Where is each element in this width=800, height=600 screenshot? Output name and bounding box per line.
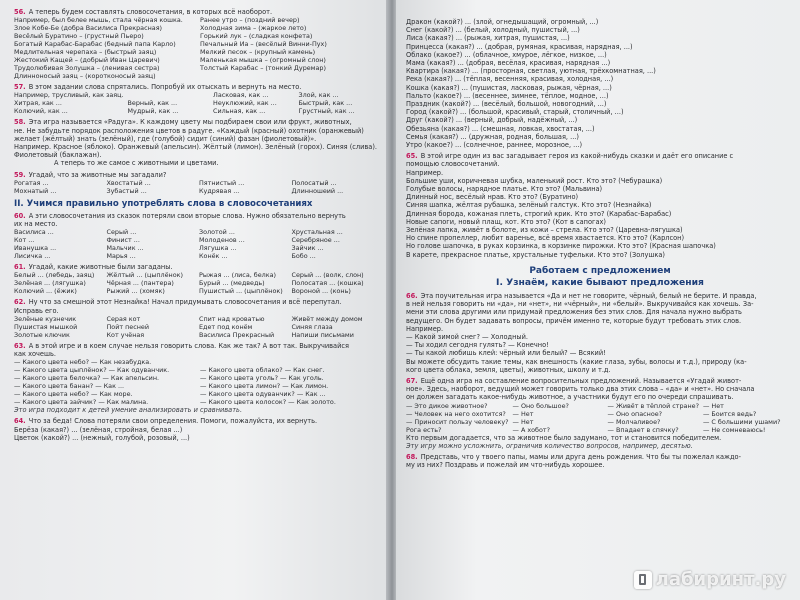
exercise-57-cell: Злой, как ...: [298, 91, 339, 100]
exercise-66-line: мени эти слова другими или придумай предложения без этих слов. Для начала нужно выбрать: [406, 308, 742, 317]
exercise-63-cell: [200, 358, 380, 366]
section-ii-heading: II. Учимся правильно употреблять слова в словосочетаниях: [14, 198, 313, 209]
exercise-56-right: Печальный Иа – (весёлый Винни-Пух): [200, 40, 327, 49]
attribute-list-item: Праздник (какой?) ... (весёлый, большой, новогодний, ...): [406, 100, 607, 109]
chapter-heading: Работаем с предложением: [529, 265, 671, 276]
attribute-list-item: Город (какой?) ... (большой, красивый, старый, столичный, ...): [406, 108, 624, 117]
exercise-67-cell: — Приносит пользу человеку?: [406, 417, 509, 426]
exercise-60-cell: Лягушка ...: [199, 244, 237, 253]
exercise-56-right: Мелкий песок – (крупный камень): [200, 48, 316, 57]
exercise-63-cell: — Какого цвета белочка? — Как апельсин.: [14, 374, 160, 383]
exercise-60-cell: Кот ...: [14, 236, 35, 245]
exercise-56-left: Жестокий Кащей – (добрый Иван Царевич): [14, 56, 160, 65]
attribute-list-item: Снег (какой?) ... (белый, холодный, пушистый, ...): [406, 26, 580, 35]
exercise-62-cell: Напиши письмами: [291, 330, 354, 339]
exercise-64-line: Берёза (какая?) ... (зелёная, стройная, белая ...): [14, 425, 183, 434]
exercise-60-cell: Бобо ...: [291, 252, 316, 261]
exercise-65-line: Длинный нос, весёлый нрав. Кто это? (Буратино): [406, 193, 579, 202]
exercise-66-line: ведущего. Он будет задавать вопросы, причём именно те, которые будут требовать этих слов.: [406, 316, 742, 325]
exercise-67-cell: Рога есть?: [406, 425, 442, 434]
exercise-66-dialog: — Какой зимой снег? — Холодный.: [406, 332, 528, 341]
exercise-57-grid: [14, 91, 380, 115]
exercise-59-cell: Рогатая ...: [14, 178, 49, 187]
exercise-65-line: Длинная борода, кожаная плеть, строгий крик. Кто это? (Карабас-Барабас): [406, 209, 672, 218]
left-page: [0, 0, 388, 600]
exercise-66-tail: Вы можете обсудить такие темы, как внешность (какие глаза, зубы, волосы и т.д.), природу (ка-: [406, 357, 747, 366]
exercise-66-line: в ней нельзя говорить ни «да», ни «нет», ни «чёрный», ни «белый». Выкручивайся как хочешь. За-: [406, 300, 754, 309]
exercise-61-cell: Рыжая ... (лиса, белка): [199, 271, 277, 280]
exercise-60-cell: Зайчик ...: [291, 244, 324, 253]
exercise-67-cell: — С большими ушами?: [702, 417, 781, 426]
exercise-67-cell: — Не сомневаюсь!: [702, 425, 766, 434]
right-page-content: [406, 18, 794, 469]
exercise-63-cell: — Какого цвета небо? — Как море.: [14, 390, 133, 399]
exercise-62-cell: Синяя глаза: [291, 322, 333, 331]
attribute-list-item: Лиса (какая?) ... (рыжая, хитрая, пушистая, ...): [406, 34, 570, 43]
exercise-60-cell: Василиса ...: [14, 228, 54, 237]
exercise-58-line: Например. Красное (яблоко). Оранжевый (апельсин). Жёлтый (лимон). Зелёный (горох). Синяя (слива).: [14, 143, 378, 152]
exercise-60-cell: Финист ...: [106, 236, 140, 245]
exercise-67-line: он должен загадать какое-нибудь животное, а участники будут его по очереди спрашивать.: [406, 393, 734, 402]
attribute-list-item: Дракон (какой?) ... (злой, огнедышащий, огромный, ...): [406, 18, 599, 26]
attribute-list-item: Облако (какое?) ... (облачное, хмурое, лёгкое, низкое, ...): [406, 50, 607, 59]
exercise-58-after: А теперь то же самое с животными и цветами.: [54, 159, 219, 168]
exercise-56-right: Горький лук – (сладкая конфета): [200, 32, 313, 41]
exercise-57-cell: Хитрая, как ...: [14, 99, 62, 108]
watermark-text: лабиринт.ру: [655, 569, 786, 590]
exercise-63-intro2: как хочешь.: [14, 350, 57, 359]
exercise-60-cell: Серый ...: [106, 228, 137, 237]
exercise-63-cell: — Какого цвета облако? — Как снег.: [200, 366, 325, 375]
exercise-56-left: Медлительная черепаха – (быстрый заяц): [14, 48, 157, 57]
exercise-60-cell: Мальчик ...: [106, 244, 144, 253]
exercise-60-cell: Лисичка ...: [14, 252, 51, 261]
exercise-56-right: Холодная зима – (жаркое лето): [200, 24, 307, 33]
exercise-65-line: Голубые волосы, нарядное платье. Кто это? (Мальвина): [406, 185, 603, 194]
exercise-65-line: Новые сапоги, новый плащ, кот. Кто это? (Кот в сапогах): [406, 217, 606, 226]
attribute-list-item: Друг (какой?) ... (верный, добрый, надёжный, ...): [406, 116, 578, 125]
exercise-65-intro: 65. В этой игре один из вас загадывает героя из какой-нибудь сказки и даёт его описание с: [406, 152, 734, 161]
exercise-56-right: Толстый Карабас – (тонкий Дуремар): [200, 64, 326, 73]
attribute-list-item: Обезьяна (какая?) ... (смешная, ловкая, хвостатая, ...): [406, 124, 595, 133]
exercise-62-cell: Серая кот: [106, 314, 141, 323]
exercise-60-cell: Золотой ...: [199, 228, 235, 237]
exercise-63-intro: 63. А в этой игре и в коем случае нельзя говорить слова. Как же так? А вот так. Выкручивайся: [14, 341, 349, 350]
exercise-59-intro: 59. Угадай, что за животные мы загадали?: [14, 170, 167, 179]
exercise-63-note: Это игра подходит к детей умение анализировать и сравнивать.: [14, 406, 243, 415]
exercise-60-grid: [14, 228, 380, 260]
exercise-61-cell: Вороной ... (конь): [291, 287, 351, 296]
exercise-56-intro: 56. А теперь будем составлять словосочетания, в которых всё наоборот.: [14, 8, 273, 16]
exercise-60-cell: Иванушка ...: [14, 244, 57, 253]
exercise-60-cell: Конёк ...: [199, 252, 228, 261]
exercise-57-cell: Неуклюжий, как ...: [213, 99, 277, 108]
exercise-61-cell: Пушистый ... (цыплёнок): [199, 287, 283, 296]
exercise-67-cell: — Оно большое?: [512, 401, 569, 410]
exercise-57-cell: Колючий, как ...: [14, 107, 68, 116]
exercise-56-left: Длинноносый заяц – (коротконосый заяц): [14, 72, 156, 81]
exercise-66-label: Например.: [406, 324, 444, 333]
exercise-61-cell: Зелёная ... (лягушка): [14, 279, 86, 288]
exercise-62-cell: Золотые ключик: [14, 330, 70, 339]
exercise-57-intro: 57. В этом задании слова спрятались. Попробуй их отыскать и вернуть на место.: [14, 83, 302, 92]
exercise-57-cell: Грустный, как ...: [298, 107, 355, 116]
exercise-60-cell: Марья ...: [106, 252, 136, 261]
exercise-61-cell: Полосатая ... (кошка): [291, 279, 364, 288]
exercise-60-cell: Молоденов ...: [199, 236, 245, 245]
exercise-67-cell: — Живёт в тёплой стране?: [607, 401, 699, 410]
exercise-61-cell: Колючий ... (ёжик): [14, 287, 77, 296]
exercise-63-cell: — Какого цвета одуванчик? — Как ...: [200, 390, 326, 399]
exercise-57-cell: Верный, как ...: [127, 99, 178, 108]
attribute-list-item: Река (какая?) ... (тёплая, весенняя, красивая, холодная, ...): [406, 75, 614, 84]
book-icon: [634, 571, 652, 589]
exercise-58-line: желает (жёлтый) знать (зелёный), где (голубой) сидит (синий) фазан (фиолетовый)».: [14, 134, 317, 143]
exercise-56-right: Маленькая мышка – (огромный слон): [200, 56, 326, 65]
exercise-60-cell: Хрустальная ...: [291, 228, 343, 237]
exercise-61-cell: Жёлтый ... (цыплёнок): [106, 271, 184, 280]
exercise-56-left: Трудолюбивая Золушка – (ленивая сестра): [14, 64, 160, 73]
exercise-56-left: Злое Кобе-Бе (добра Василиса Прекрасная): [14, 24, 163, 33]
exercise-68-line: 68. Представь, что у твоего папы, мамы или друга день рождения. Что бы ты пожелал каждо-: [406, 452, 741, 461]
exercise-65-label: Например.: [406, 168, 444, 177]
exercise-65-intro2: помощью словосочетаний.: [406, 160, 500, 169]
exercise-57-cell: Мудрый, как ...: [127, 107, 179, 116]
exercise-59-cell: Хвостатый ...: [106, 178, 151, 187]
exercise-61-cell: Чёрная ... (пантера): [106, 279, 174, 288]
exercise-65-line: В карете, прекрасное платье, хрустальные туфельки. Кто это? (Золушка): [406, 250, 665, 259]
exercise-65-line: Зелёная лапка, живёт в болоте, из кожи – стрела. Кто это? (Царевна-лягушка): [406, 226, 683, 235]
attribute-list-item: Семья (какая?) ... (дружная, родная, большая, ...): [406, 132, 579, 141]
attribute-list-item: Мама (какая?) ... (добрая, весёлая, красивая, нарядная ...): [406, 59, 611, 68]
exercise-68-line: му из них? Поздравь и пожелай им что-нибудь хорошее.: [406, 461, 605, 470]
exercise-65-line: Но голове шапочка, в руках корзинка, в корзинке пирожки. Кто это? (Красная шапочка): [406, 242, 716, 251]
exercise-56-left: Весёлый Буратино – (грустный Пьеро): [14, 32, 144, 41]
exercise-60-intro: 60. А эти словосочетания из сказок потеряли свои вторые слова. Нужно обязательно вернуть: [14, 211, 346, 220]
exercise-58-line: 58. Эта игра называется «Радуга». К каждому цвету мы подбираем свои или фрукт, животных,: [14, 118, 352, 127]
exercise-62-cell: Спит над кроватью: [199, 314, 265, 323]
exercise-62-cell: Пушистая мышкой: [14, 322, 78, 331]
exercise-62-cell: Пойт песней: [106, 322, 150, 331]
exercise-62-cell: Кот учёная: [106, 330, 145, 339]
section-i-heading: I. Узнаём, какие бывают предложения: [496, 276, 704, 288]
exercise-62-intro2: Исправь его.: [14, 306, 59, 315]
attribute-list-item: Кошка (какая?) ... (пушистая, ласковая, рыжая, чёрная, ...): [406, 83, 612, 92]
exercise-61-cell: Серый ... (волк, слон): [291, 271, 364, 280]
exercise-57-cell: Ласковая, как ...: [213, 91, 269, 100]
exercise-67-line: 67. Ещё одна игра на составление вопросительных предложений. Называется «Угадай живот-: [406, 376, 742, 385]
left-page-content: [14, 8, 380, 442]
exercise-59-cell: Мохнатый ...: [14, 186, 57, 195]
attribute-list-item: Пальто (какое?) ... (весеннее, зимнее, тёплое, модное, ...): [406, 91, 609, 100]
exercise-59-cell: Пятнистый ...: [199, 178, 245, 187]
exercise-61-cell: Рыжий ... (хомяк): [106, 287, 165, 296]
exercise-62-cell: Зелёные кузнечик: [14, 314, 77, 323]
exercise-63-cell: — Какого цвета уголь? — Как уголь.: [200, 374, 324, 383]
exercise-60-cell: Серебряное ...: [291, 236, 340, 245]
exercise-63-cell: — Какого цвета зайчик? — Как малина.: [14, 398, 149, 407]
exercise-67-cell: — Боится ведь?: [702, 409, 757, 418]
exercise-57-cell: Например, трусливый, как заяц.: [14, 91, 124, 100]
exercise-67-line: ное». Здесь, наоборот, ведущий может говорить только два этих слова – «да» и «нет». Но сначала: [406, 385, 755, 394]
exercise-59-cell: Полосатый ...: [291, 178, 337, 187]
exercise-57-cell: [128, 91, 209, 99]
exercise-62-cell: Василиса Прекрасный: [199, 330, 275, 339]
exercise-63-cell: — Какого цвета банан? — Как ...: [14, 382, 125, 391]
exercise-63-grid: [14, 358, 380, 406]
exercise-62-grid: [14, 315, 380, 339]
exercise-67-cell: — Оно опасное?: [607, 409, 663, 418]
exercise-59-cell: Длинношеий ...: [291, 186, 344, 195]
right-page: [396, 0, 800, 600]
exercise-67-cell: — Человек на него охотится?: [406, 409, 506, 418]
watermark: [634, 569, 786, 590]
exercise-67-cell: — Молчаливое?: [607, 417, 661, 426]
exercise-67-cell: — А хобот?: [512, 425, 551, 434]
exercise-62-cell: Живёт между домом: [291, 314, 363, 323]
exercise-56-pairs: [14, 16, 380, 80]
exercise-58-line: не. Не забудьте порядок расположения цветов в радуге. «Каждый (красный) охотник (оранжевый): [14, 126, 364, 135]
exercise-56-left: Например, был белее мышь, стала чёрная кошка.: [14, 16, 183, 25]
exercise-59-grid: [14, 179, 380, 195]
exercise-61-cell: Бурый ... (медведь): [199, 279, 265, 288]
attribute-list-item: Квартира (какая?) ... (просторная, светлая, уютная, трёхкомнатная, ...): [406, 67, 656, 76]
exercise-66-tail: кого цвета облака, земля, цветы), животных, школу и т.д.: [406, 365, 611, 374]
exercise-65-line: Большие уши, коричневая шубка, маленький рост. Кто это? (Чебурашка): [406, 176, 663, 185]
exercise-56-right: Ранее утро – (поздний вечер): [200, 16, 300, 25]
exercise-64-intro: 64. Что за беда! Слова потеряли свои определения. Помоги, пожалуйста, их вернуть.: [14, 417, 318, 426]
exercise-58-line: Фиолетовый (баклажан).: [14, 151, 102, 160]
exercise-62-cell: Едет под конём: [199, 322, 253, 331]
exercise-62-intro: 62. Ну что за смешной этот Незнайка! Начал придумывать словосочетания и всё перепутал.: [14, 298, 342, 307]
exercise-66-dialog: — Ты ходил сегодня гулять? — Конечно!: [406, 341, 549, 350]
exercise-57-cell: Быстрый, как ...: [298, 99, 353, 108]
exercise-59-cell: Кудрявая ...: [199, 186, 240, 195]
exercise-63-cell: — Какого цвета цыплёнок? — Как одуванчик.: [14, 366, 170, 375]
exercise-67-cell: — Нет: [512, 409, 534, 418]
exercise-67-tail: Кто первым догадается, что за животное было задумано, тот и становится победителем.: [406, 433, 722, 442]
exercise-60-intro2: их на место.: [14, 220, 58, 229]
exercise-67-cell: — Нет: [512, 417, 534, 426]
exercise-61-cell: Белый ... (лебедь, заяц): [14, 271, 95, 280]
exercise-65-line: Но спине пропеллер, любит варенье, всё время хвастается. Кто это? (Карлсон): [406, 234, 685, 243]
exercise-67-grid: [406, 402, 794, 434]
attribute-list-item: Утро (какое?) ... (солнечное, раннее, морозное, ...): [406, 141, 583, 150]
exercise-61-grid: [14, 271, 380, 295]
exercise-65-line: Синяя шапка, жёлтая рубашка, зелёный галстук. Кто это? (Незнайка): [406, 201, 652, 210]
exercise-57-cell: Сильная, как ...: [213, 107, 266, 116]
exercise-56-right: [200, 72, 380, 80]
exercise-67-note: Эту игру можно усложнить, ограничив количество вопросов, например, десятью.: [406, 441, 693, 450]
exercise-59-cell: Зубастый ...: [106, 186, 147, 195]
exercise-64-line: Цветок (какой?) ... (нежный, голубой, розовый, ...): [14, 433, 190, 442]
attribute-list-item: Принцесса (какая?) ... (добрая, румяная, красивая, нарядная, ...): [406, 42, 633, 51]
exercise-56-left: Богатый Карабас-Барабас (бедный папа Карло): [14, 40, 176, 49]
exercise-63-cell: — Какого цвета лимон? — Как лимон.: [200, 382, 329, 391]
exercise-67-cell: — Это дикое животное?: [406, 401, 488, 410]
exercise-66-dialog: — Ты какой любишь клей: чёрный или белый? — Всякий!: [406, 349, 606, 358]
exercise-66-line: 66. Эта поучительная игра называется «Да и нет не говорите, чёрный, белый не берите. И правда,: [406, 291, 757, 300]
exercise-63-cell: — Какого цвета небо? — Как незабудка.: [14, 358, 152, 367]
exercise-61-intro: 61. Угадай, какие животные были загаданы.: [14, 263, 173, 272]
exercise-63-cell: — Какого цвета колосок? — Как золото.: [200, 398, 336, 407]
exercise-67-cell: — Нет: [702, 401, 724, 410]
exercise-67-cell: — Впадает в спячку?: [607, 425, 679, 434]
